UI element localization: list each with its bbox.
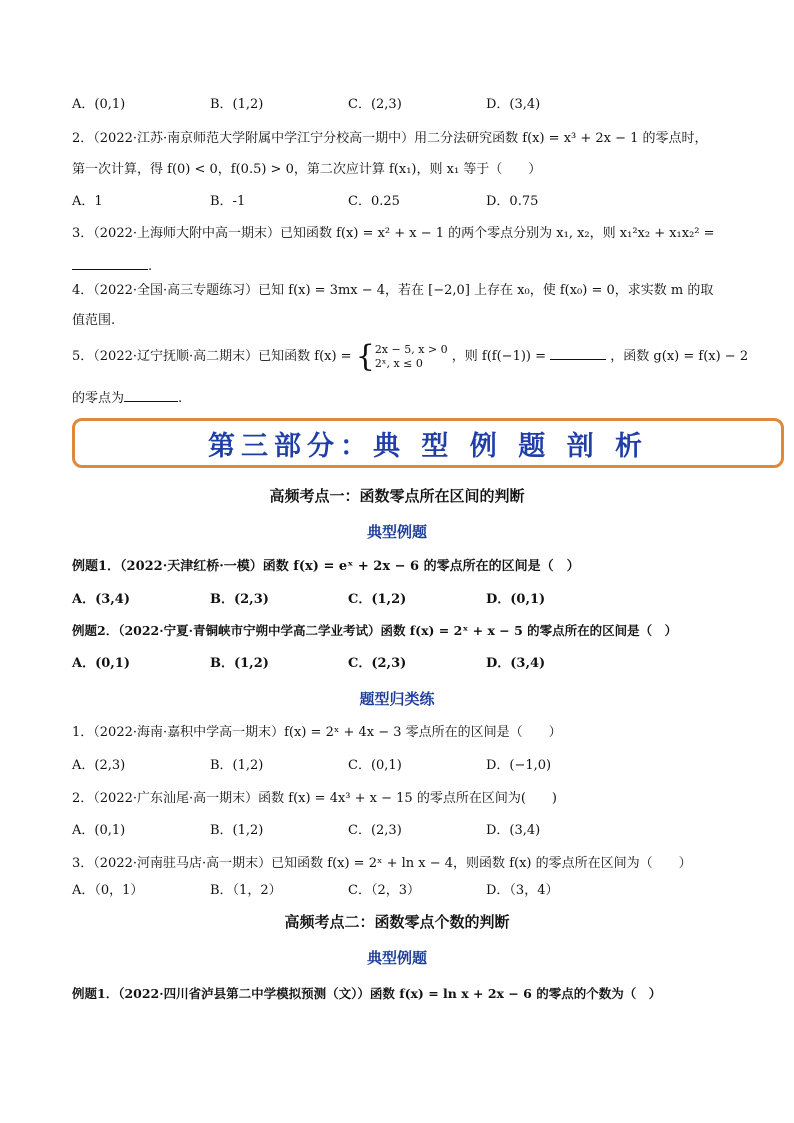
section-banner (72, 418, 784, 468)
piecewise-cases (375, 343, 448, 371)
answer-blank[interactable] (72, 256, 148, 270)
ex1-option-a: A．(3,4) (72, 592, 131, 607)
piecewise-brace: { (355, 338, 375, 374)
section-1-title: 高频考点一：函数零点所在区间的判断 (269, 487, 525, 505)
p3-option-b: B．（1，2） (210, 883, 282, 898)
p1-option-d: D．(−1,0) (486, 758, 552, 773)
q5-period: . (178, 391, 183, 406)
question-4-line1: 4．（2022·全国·高三专题练习）已知 f(x) = 3mx − 4，若在 [−2,0] 上存在 x₀，使 f(x₀) = 0，求实数 m 的取 (72, 283, 714, 298)
p2-option-b: B．(1,2) (210, 823, 264, 838)
ex1-option-b: B．(2,3) (210, 592, 269, 607)
p3-option-a: A．（0，1） (72, 883, 144, 898)
option-d: D．(3,4) (486, 97, 541, 112)
question-2-line1: 2．（2022·江苏·南京师范大学附属中学江宁分校高一期中）用二分法研究函数 f(x) = x³ + 2x − 1 的零点时， (72, 131, 708, 146)
ex2-option-c: C．(2,3) (348, 656, 407, 671)
q3-period: . (148, 259, 153, 274)
p3-option-d: D．（3，4） (486, 883, 559, 898)
practice-2: 2．（2022·广东汕尾·高一期末）函数 f(x) = 4x³ + x − 15 的零点所在区间为( ) (72, 791, 557, 806)
q2-option-b: B．-1 (210, 194, 246, 209)
q5-suffix: ，函数 g(x) = f(x) − 2 (610, 349, 749, 364)
option-b: B．(1,2) (210, 97, 264, 112)
option-c: C．(2,3) (348, 97, 402, 112)
q5-prefix: 5．（2022·辽宁抚顺·高二期末）已知函数 f(x) = (72, 349, 352, 364)
answer-blank[interactable] (124, 388, 178, 402)
question-4-line2: 值范围. (72, 313, 116, 328)
p1-option-b: B．(1,2) (210, 758, 264, 773)
option-a: A．(0,1) (72, 97, 126, 112)
question-2-line2: 第一次计算，得 f(0) < 0，f(0.5) > 0，第二次应计算 f(x₁)，则 x₁ 等于（ ） (72, 162, 542, 177)
ex1-option-c: C．(1,2) (348, 592, 407, 607)
question-5-line2 (72, 388, 182, 408)
section-1-subtitle-examples: 典型例题 (366, 523, 427, 541)
question-5-line1 (72, 340, 748, 374)
p2-option-a: A．(0,1) (72, 823, 126, 838)
p2-option-d: D．(3,4) (486, 823, 541, 838)
practice-1: 1．（2022·海南·嘉积中学高一期末）f(x) = 2ˣ + 4x − 3 零点所在的区间是（ ） (72, 725, 562, 740)
question-3-line2 (72, 256, 152, 276)
banner-title: 第三部分：典 型 例 题 剖 析 (208, 430, 648, 462)
example-1: 例题1．（2022·天津红桥·一模）函数 f(x) = eˣ + 2x − 6 的零点所在的区间是（ ） (72, 559, 580, 574)
q5-line2-text: 的零点为 (72, 391, 125, 406)
p2-option-c: C．(2,3) (348, 823, 402, 838)
ex1-option-d: D．(0,1) (486, 592, 546, 607)
ex2-option-a: A．(0,1) (72, 656, 131, 671)
section-2-example-1: 例题1．（2022·四川省泸县第二中学模拟预测（文））函数 f(x) = ln x + 2x − 6 的零点的个数为（ ） (72, 986, 662, 1001)
question-3-line1: 3．（2022·上海师大附中高一期末）已知函数 f(x) = x² + x − 1 的两个零点分别为 x₁, x₂，则 x₁²x₂ + x₁x₂² = (72, 226, 715, 241)
practice-3: 3．（2022·河南驻马店·高一期末）已知函数 f(x) = 2ˣ + ln x − 4，则函数 f(x) 的零点所在区间为（ ） (72, 856, 692, 871)
example-2: 例题2．（2022·宁夏·青铜峡市宁朔中学高二学业考试）函数 f(x) = 2ˣ + x − 5 的零点所在的区间是（ ） (72, 623, 678, 638)
q2-option-a: A．1 (72, 194, 103, 209)
piecewise-case-2: 2ˣ, x ≤ 0 (374, 356, 423, 370)
q2-option-d: D．0.75 (486, 194, 539, 209)
section-2-title: 高频考点二：函数零点个数的判断 (284, 913, 510, 931)
section-2-subtitle-examples: 典型例题 (366, 949, 427, 967)
p1-option-a: A．(2,3) (72, 758, 126, 773)
answer-blank[interactable] (550, 346, 606, 360)
ex2-option-b: B．(1,2) (210, 656, 269, 671)
p1-option-c: C．(0,1) (348, 758, 402, 773)
piecewise-case-1: 2x − 5, x > 0 (374, 342, 448, 356)
section-1-subtitle-practice: 题型归类练 (359, 690, 435, 708)
q2-option-c: C．0.25 (348, 194, 400, 209)
ex2-option-d: D．(3,4) (486, 656, 546, 671)
q5-mid: ，则 f(f(−1)) = (451, 349, 547, 364)
p3-option-c: C．（2，3） (348, 883, 420, 898)
